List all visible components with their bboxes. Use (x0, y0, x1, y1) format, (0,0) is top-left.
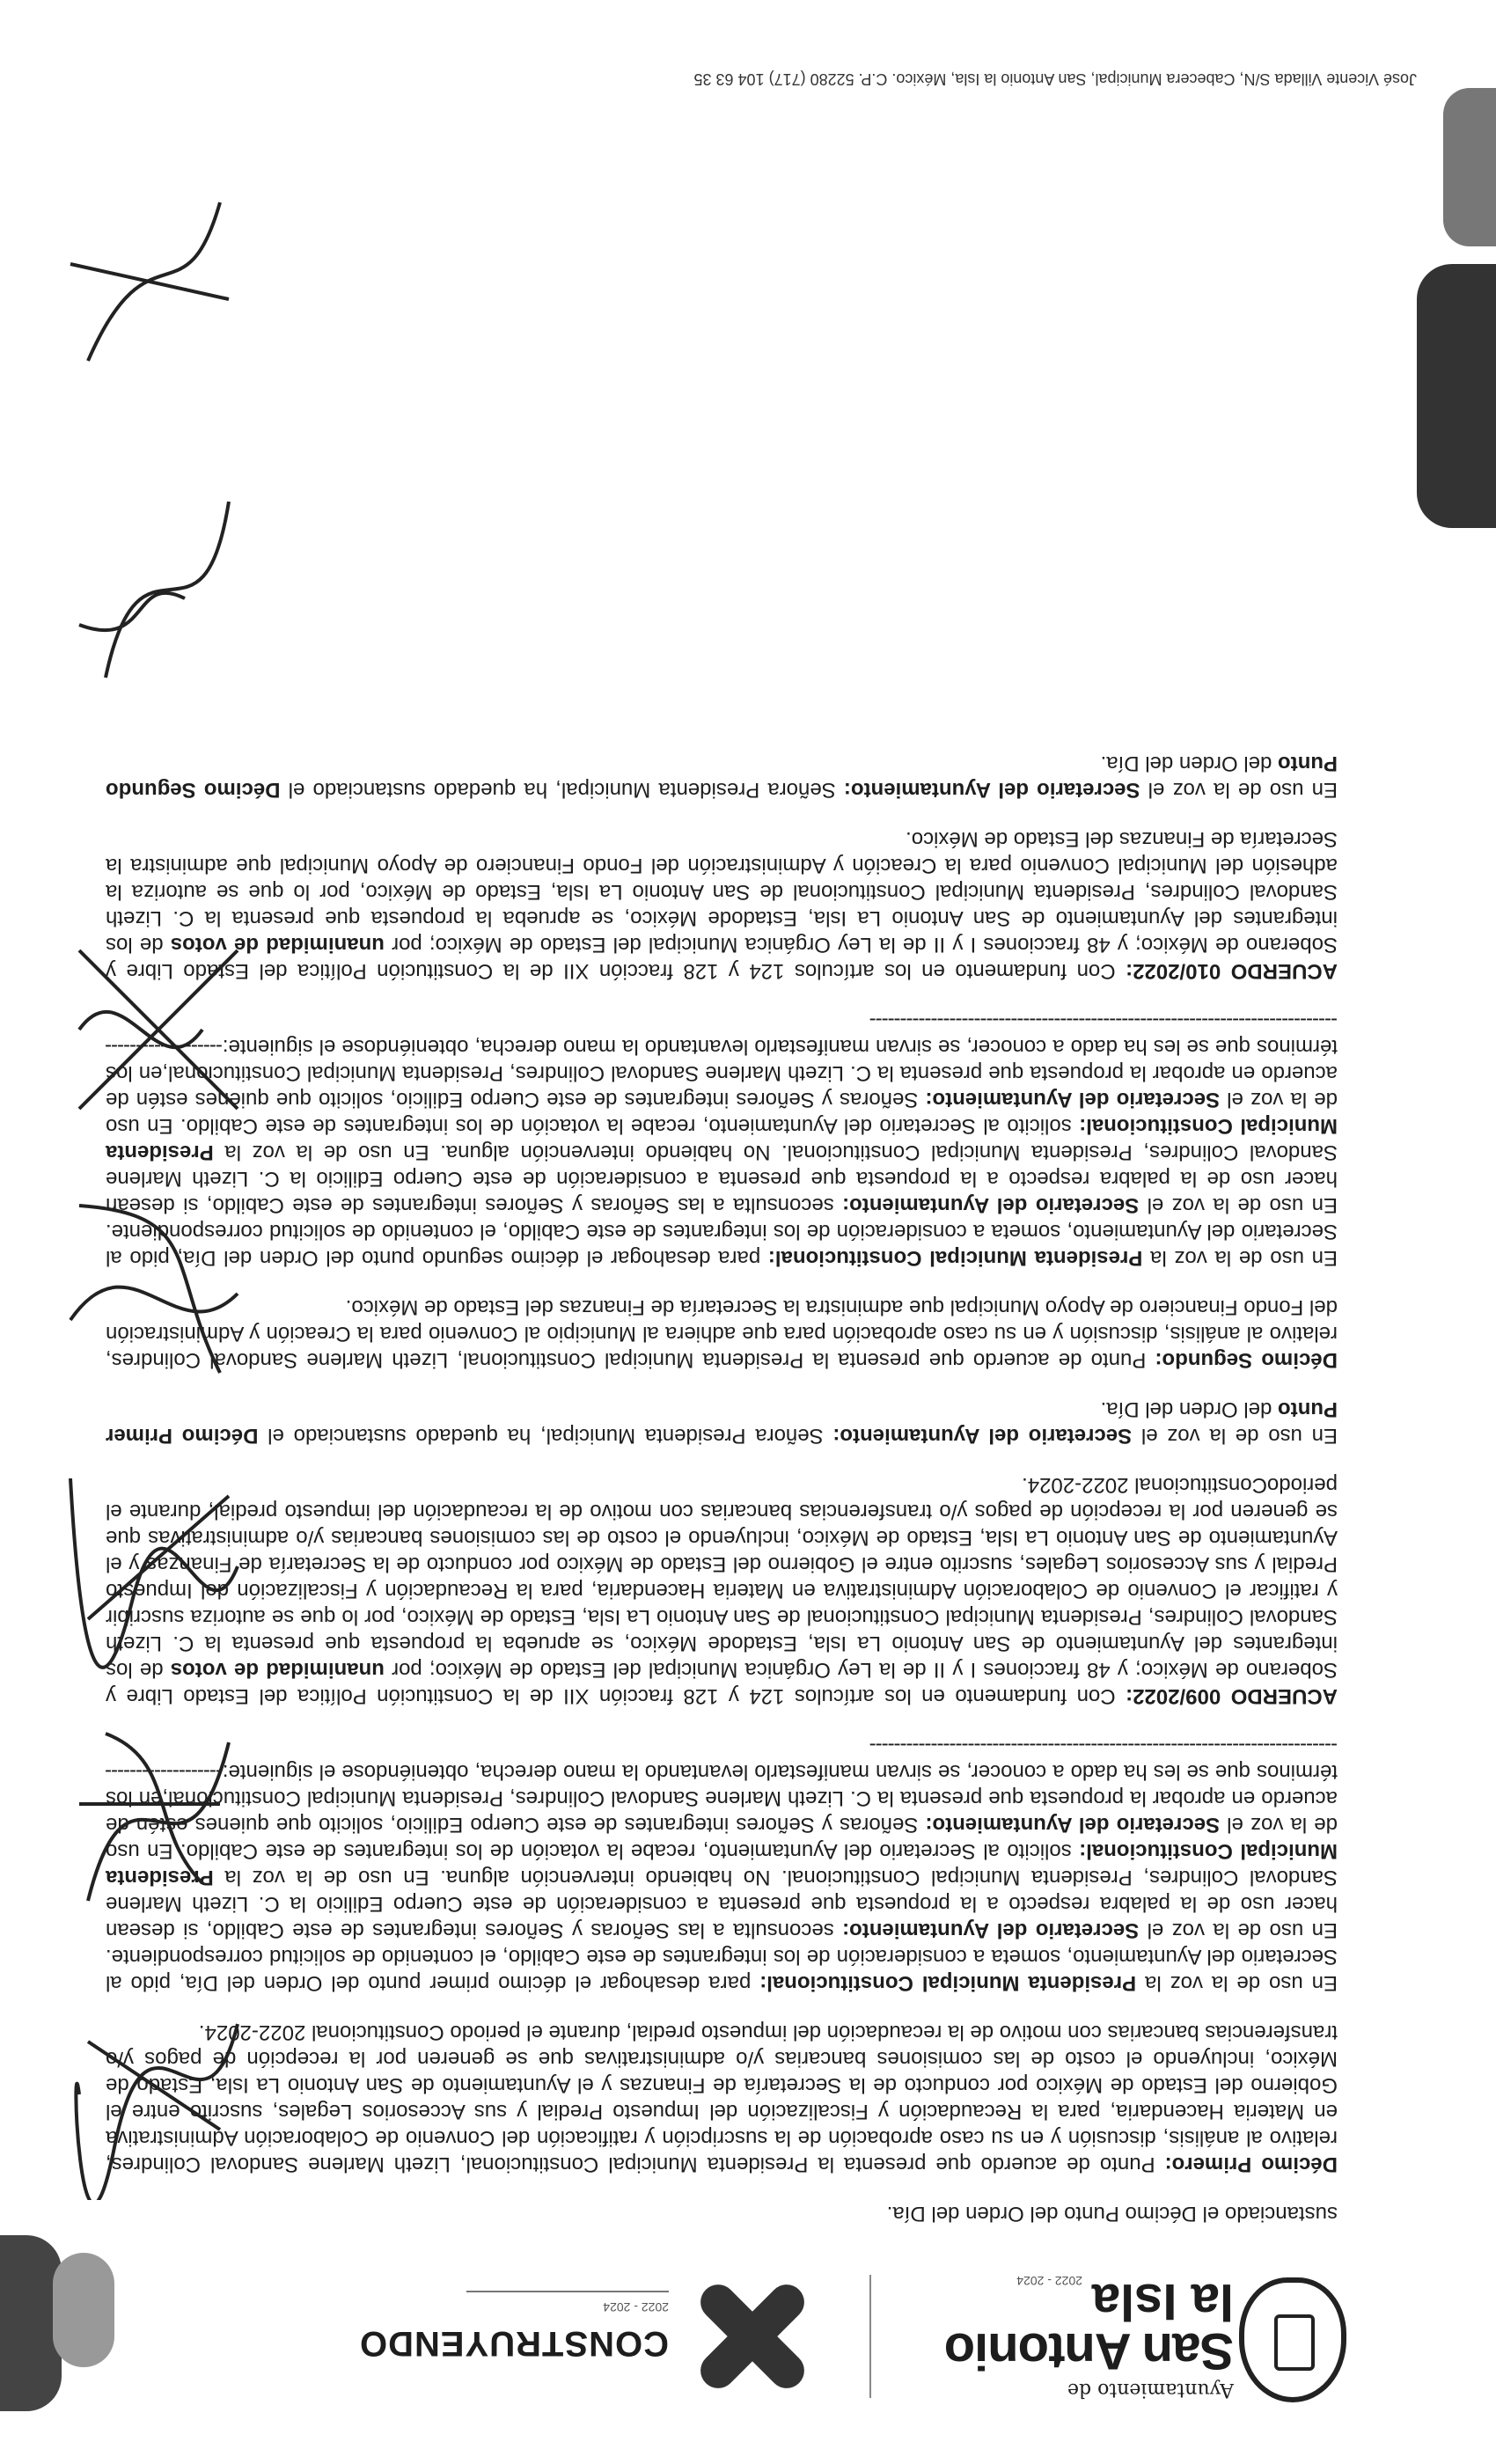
decorative-shape (53, 2253, 114, 2367)
speaker-label: Presidenta Municipal Constitucional: (106, 1114, 1338, 1164)
text-run: Con fundamento en los artículos 124 y 128 fracción XII de la Constitución Política del Estado Libre y Soberano de México; y 48 fracciones I y II de la Ley Orgánica Municipal del Estado de México; por (106, 933, 1338, 983)
paragraph (106, 1396, 1338, 1448)
dash-line: ----------------------------------------------------------------------------------------------- (106, 1734, 1338, 1784)
text-run: solicito al Secretario del Ayuntamiento, recabe la votación de los integrantes de este Cabildo. En uso de la voz el (106, 1813, 1338, 1863)
signature-image (53, 1707, 255, 1936)
text-run: para desahogar el décimo primer punto del Orden del Día, pido al Secretario del Ayuntamiento, someta a consideración de los integrantes de este Cabildo, el contenido de solicitud correspondiente. En uso de la voz el (106, 1918, 1338, 1995)
signature-column (35, 88, 264, 2200)
speaker-label: Secretario del Ayuntamiento: (925, 1813, 1221, 1837)
text-run: para desahogar el décimo segundo punto del Orden del Día, pido al Secretario del Ayuntamiento, someta a consideración de los integrantes de este Cabildo, el contenido de solicitud correspondiente. En uso de la voz el (106, 1193, 1338, 1270)
header-rule (466, 2291, 669, 2292)
text-run: Señoras y Señores integrantes de este Cuerpo Edilicio, solicito que quienes estén de acuerdo en aprobar la propuesta que presenta la C. Lizeth Marlene Sandoval Colindres, Presidenta Municipal Constitucional,en los términos que se les ha dado a conocer, se sirvan manifestarlo levantando la mano derecha, obteniéndose el siguiente: (106, 1760, 1338, 1837)
speaker-label: Secretario del Ayuntamiento: (925, 1088, 1221, 1111)
paragraph-text: Punto de acuerdo que presenta la Presidenta Municipal Constitucional, Lizeth Marlene Sandoval Colindres, relativo al análisis, discusión y en su caso aprobación de la suscripción y ratificación del Convenio de Colaboración Administrativa en Materia Hacendaria, para la Recaudación y Fiscalización del Impuesto Predial y sus Accesorios Legales, suscrito entre el Gobierno del Estado de México por conducto de la Secretaría de Finanzas y el Ayuntamiento de San Antonio La Isla, Estado de México, incluyendo el costo de las comisiones bancarias y/o administrativas que se generen por la recepción de pagos y/o transferencias bancarias con motivo de la recaudación del impuesto predial, durante el periodo Constitucional 2022-2024. (105, 2020, 1338, 2176)
text-run: de los integrantes del Ayuntamiento de San Antonio La Isla, Estadode México, se aprueba la propuesta que presenta la C. Lizeth Sandoval Colindres, Presidenta Municipal Constitucional de San Antonio La Isla, Estado de México, por lo que se autoriza suscribir y ratificar el Convenio de Colaboración Administrativa en Materia Hacendaria, para la Recaudación y Fiscalización del Impuesto Predial y sus Accesorios Legales, suscrito entre el Gobierno del Estado de México por conducto de la Secretaría de Finanzas y el Ayuntamiento de San Antonio La Isla, Estado de México, incluyendo el costo de las comisiones bancarias y/o administrativas que se generen por la recepción de pagos y/o transferencias bancarias con motivo de la recaudación del impuesto predial, durante el periodoConstitucional 2022-2024. (105, 1473, 1338, 1682)
text-run: de los integrantes del Ayuntamiento de San Antonio La Isla, Estadode México, se aprueba la propuesta que presenta la C. Lizeth Sandoval Colindres, Presidenta Municipal Constitucional de San Antonio La Isla, Estado de México, por lo que se autoriza la adhesión del Municipal Convenio para la Creación y Administración del Fondo Financiero de Apoyo Municipal que administra la Secretaría de Finanzas del Estado de México. (105, 827, 1338, 957)
section-label: Décimo Segundo: (1155, 1348, 1338, 1372)
text-run: seconsulta a las Señoras y Señores integrantes de este Cabildo, si desean hacer uso de la palabra respecto a la propuesta que presenta a consideración de este Cuerpo Edilicio la C. Lizeth Marlene Sandoval Colindres, Presidenta Municipal Constitucional. No habiendo intervención alguna. En uso de la voz la (106, 1866, 1338, 1942)
speaker-label: Secretario del Ayuntamiento: (842, 1193, 1140, 1217)
signature-image (53, 167, 255, 396)
text-run: seconsulta a las Señoras y Señores integrantes de este Cabildo, si desean hacer uso de la palabra respecto a la propuesta que presenta a consideración de este Cuerpo Edilicio la C. Lizeth Marlene Sandoval Colindres, Presidenta Municipal Constitucional. No habiendo intervención alguna. En uso de la voz la (106, 1140, 1338, 1217)
section-label: Décimo Primero: (1164, 2152, 1338, 2176)
letterhead (97, 2244, 1346, 2411)
text-run: solicito al Secretario del Ayuntamiento, recabe la votación de los integrantes de este Cabildo. En uso de la voz el (106, 1088, 1338, 1138)
paragraph-text: Punto de acuerdo que presenta la Presidenta Municipal Constitucional, Lizeth Marlene Sandoval Colindres, relativo al análisis, discusión y en su caso aprobación para que adhiera al Municipio al Convenio para la Creación y Administración del Fondo Financiero de Apoyo Municipal que administra la Secretaría de Finanzas del Estado de México. (105, 1295, 1338, 1372)
signature-image (53, 1179, 255, 1408)
emphasis-text: unanimidad de votos (170, 1658, 385, 1682)
municipio-name-line2: la Isla (1091, 2273, 1234, 2330)
speaker-label: Secretario del Ayuntamiento: (843, 778, 1140, 802)
speaker-label: Presidenta Municipal Constitucional: (106, 1839, 1338, 1889)
signature-image (53, 1971, 255, 2200)
paragraph (106, 2200, 1338, 2226)
signature-image (53, 915, 255, 1144)
emphasis-text: Décimo Primer Punto (106, 1397, 1338, 1448)
agreement-paragraph (106, 825, 1338, 984)
speaker-label: Presidenta Municipal Constitucional: (759, 1971, 1137, 1995)
speaker-label: Presidenta Municipal Constitucional: (767, 1246, 1143, 1270)
emphasis-text: Décimo Segundo Punto (106, 752, 1338, 802)
construyendo-logo-icon (686, 2270, 818, 2402)
paragraph (106, 2019, 1338, 2177)
administration-years: 2022 - 2024 (1016, 2274, 1082, 2288)
paragraph (106, 1007, 1338, 1271)
construyendo-wordmark: CONSTRUYENDO (358, 2324, 669, 2363)
emphasis-text: unanimidad de votos (170, 933, 385, 957)
footer-address: José Vicente Villada S/N, Cabecera Municipal, San Antonio la Isla, México. C.P. 52280 (717) 104 63 35 (693, 70, 1417, 88)
paragraph (106, 750, 1338, 803)
decorative-shape (1417, 264, 1496, 528)
paragraph (106, 1294, 1338, 1373)
agreement-label: ACUERDO 009/2022: (1126, 1684, 1338, 1708)
agreement-label: ACUERDO 010/2022: (1126, 959, 1338, 983)
speaker-label: Secretario del Ayuntamiento: (842, 1918, 1140, 1942)
ayuntamiento-label: Ayuntamiento de (1067, 2379, 1234, 2401)
text-run: Señoras y Señores integrantes de este Cuerpo Edilicio, solicito que quienes estén de acuerdo en aprobar la propuesta que presenta la C. Lizeth Marlene Sandoval Colindres, Presidenta Municipal Constitucional,en los términos que se les ha dado a conocer, se sirvan manifestarlo levantando la mano derecha, obteniéndose el siguiente: (106, 1035, 1338, 1111)
text-run: Señora Presidenta Municipal, ha quedado sustanciado el (258, 1424, 833, 1448)
paragraph-text: sustanciado el Décimo Punto del Orden del Día. (886, 2202, 1338, 2226)
text-run: del Orden del Día. (1100, 752, 1279, 775)
municipio-name-line1: San Antonio (944, 2322, 1234, 2380)
text-run: En uso de la voz la (1136, 1971, 1338, 1995)
decorative-shape (1443, 88, 1496, 246)
text-run: del Orden del Día. (1100, 1397, 1279, 1421)
text-run: En uso de la voz el (1132, 1424, 1338, 1448)
header-divider (869, 2275, 871, 2398)
document-body (106, 727, 1338, 2226)
signature-image (53, 475, 255, 704)
text-run: Con fundamento en los artículos 124 y 128 fracción XII de la Constitución Política del Estado Libre y Soberano de México; y 48 fracciones I y II de la Ley Orgánica Municipal del Estado de México; por (106, 1658, 1338, 1708)
paragraph (106, 1732, 1338, 1996)
text-run: Señora Presidenta Municipal, ha quedado sustanciado el (280, 778, 844, 802)
text-run: En uso de la voz la (1142, 1246, 1338, 1270)
construyendo-period: 2022 - 2024 (603, 2300, 669, 2314)
dash-line: ----------------------------------------------------------------------------------------------- (106, 1008, 1338, 1059)
text-run: En uso de la voz el (1140, 778, 1338, 802)
agreement-paragraph (106, 1471, 1338, 1709)
signature-image (53, 1443, 255, 1672)
municipal-seal-icon (1239, 2277, 1346, 2402)
speaker-label: Secretario del Ayuntamiento: (832, 1424, 1133, 1448)
